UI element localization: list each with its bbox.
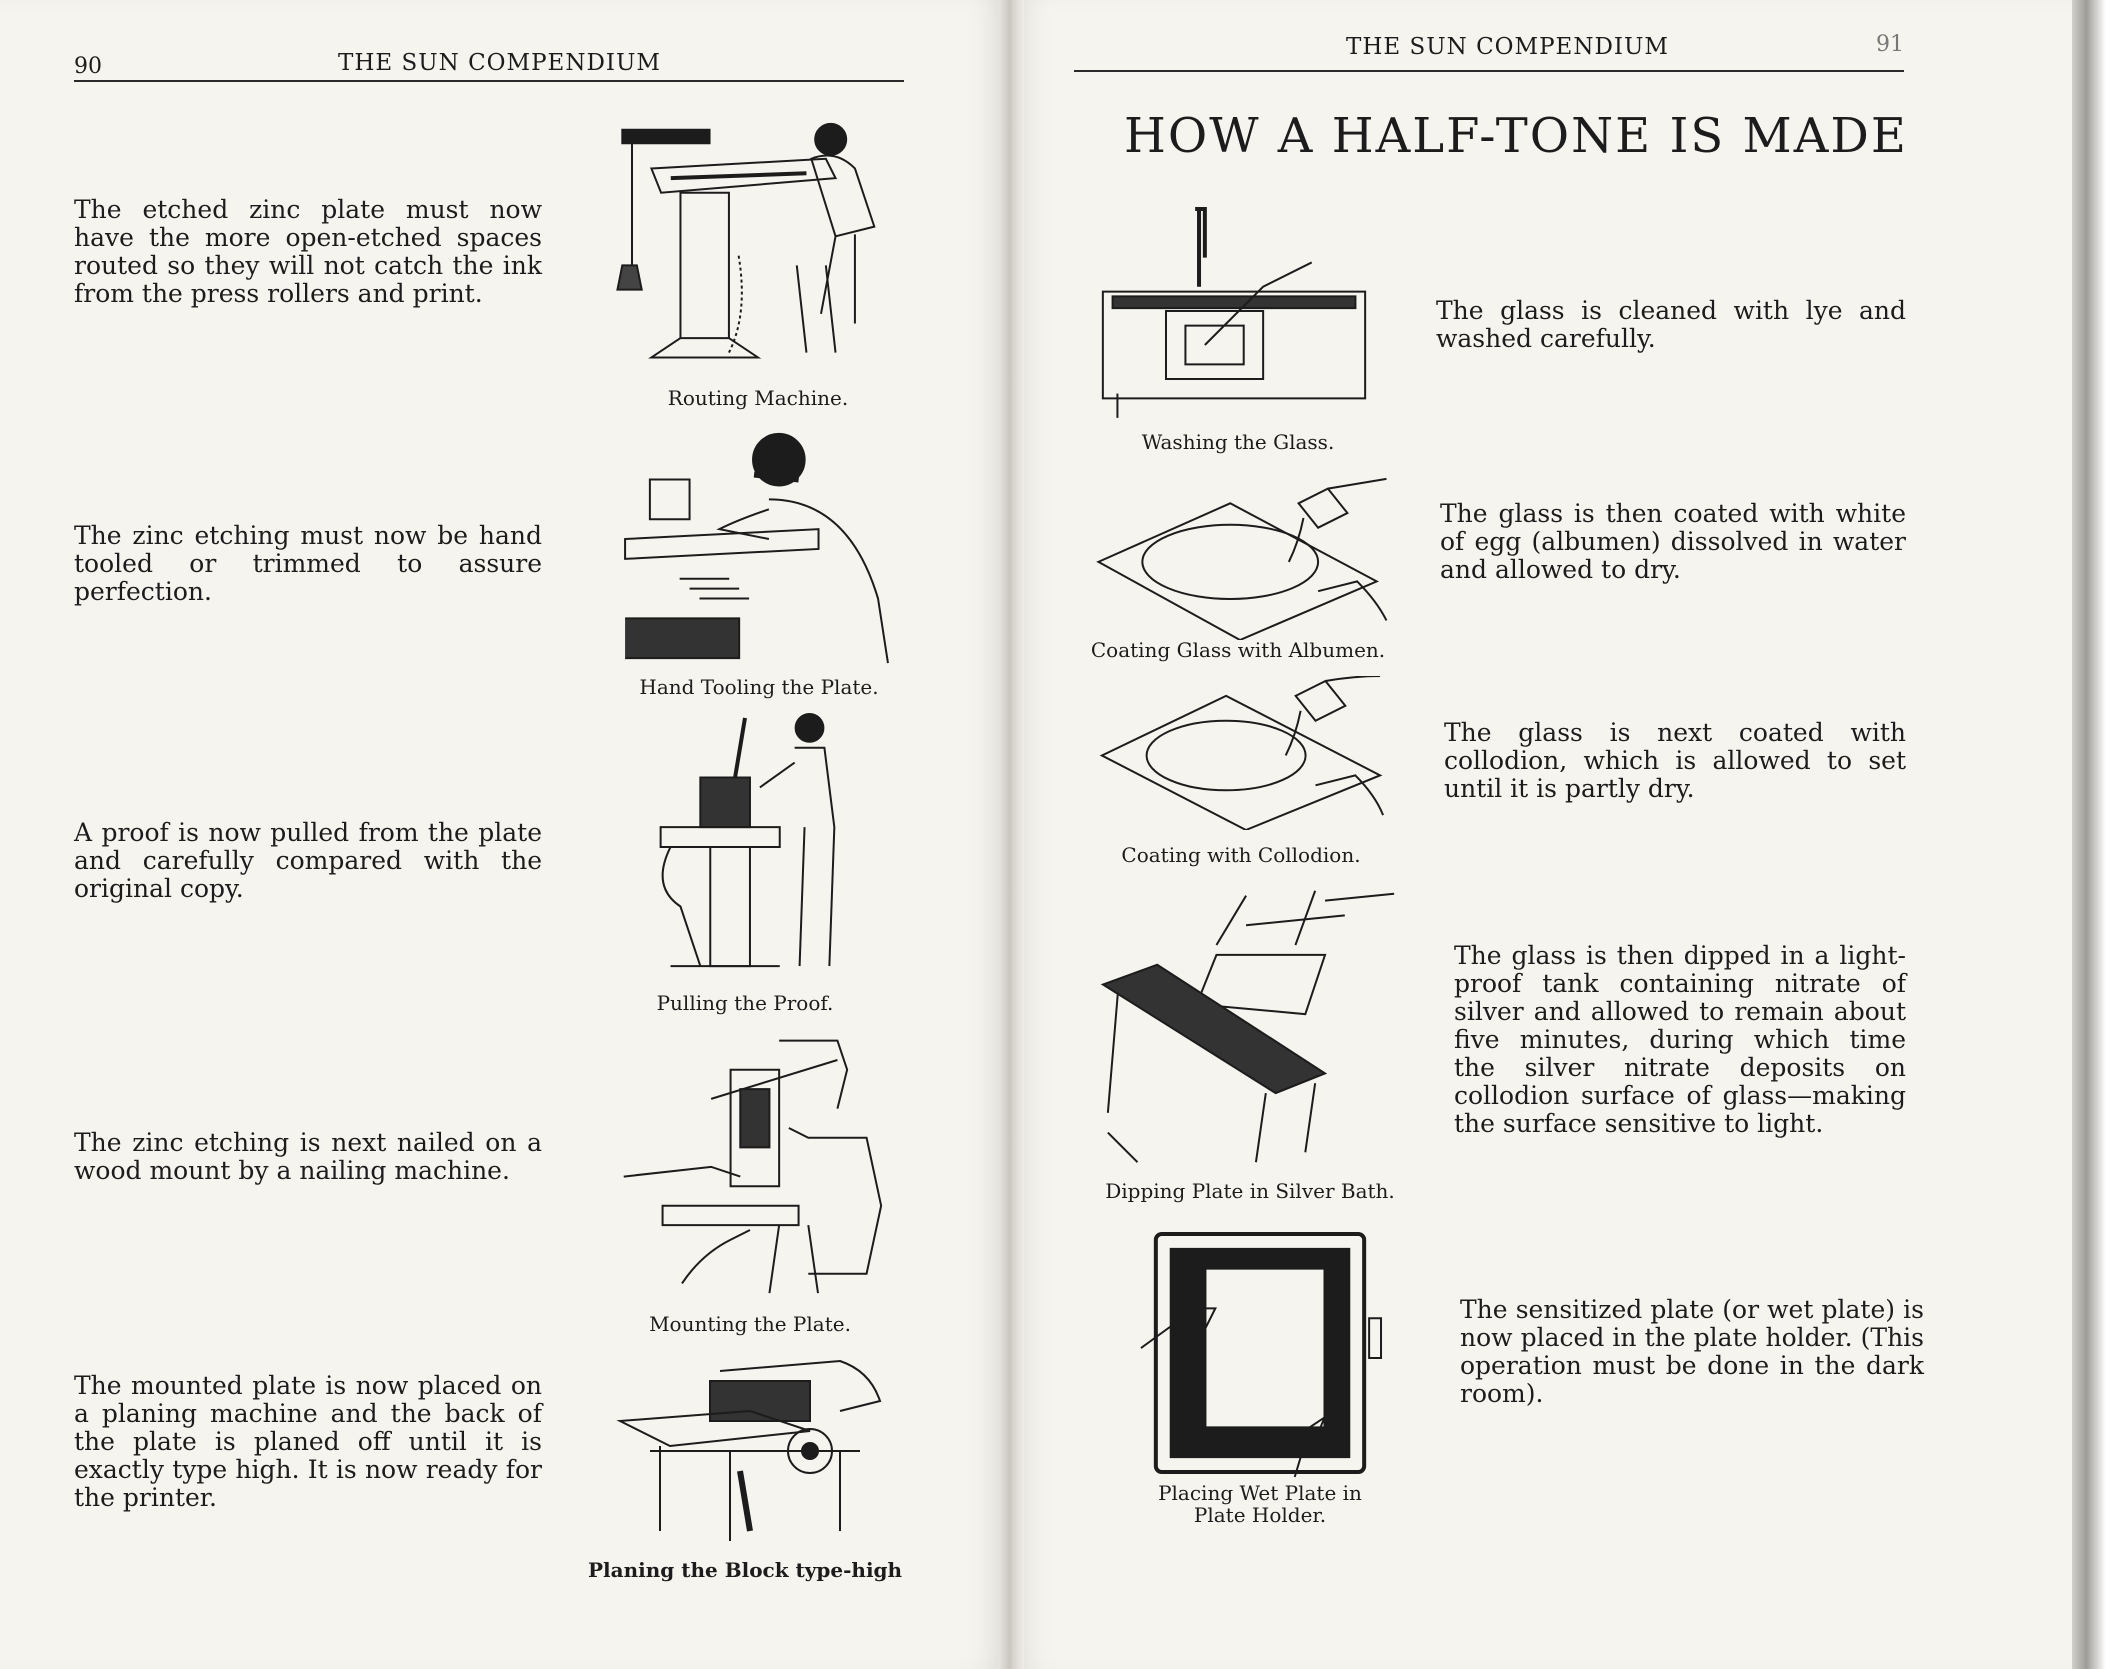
silver-bath-illustration [1098,884,1404,1164]
right-page-number: 91 [1876,32,1904,57]
albumen-paragraph: The glass is then coated with white of egg (albumen) dissolved in water and allowed to dry. [1440,499,1906,584]
hand-tooling-caption: Hand Tooling the Plate. [639,675,879,699]
collodion-caption: Coating with Collodion. [1121,843,1361,867]
routing-caption: Routing Machine. [667,386,849,410]
proof-paragraph: A proof is now pulled from the plate and carefully compared with the original copy. [74,818,542,903]
routing-machine-illustration [612,120,904,372]
washing-paragraph: The glass is cleaned with lye and washed carefully. [1436,296,1906,353]
proof-caption: Pulling the Proof. [656,991,834,1015]
nailing-machine-illustration [614,1030,886,1294]
washing-caption: Washing the Glass. [1141,430,1335,454]
mounting-paragraph: The zinc etching is next nailed on a wood mount by a nailing machine. [74,1128,542,1185]
book-gutter [998,0,1024,1669]
left-page-number: 90 [74,54,102,79]
page-edge [2072,0,2120,1669]
hand-tooling-paragraph: The zinc etching must now be hand tooled or trimmed to assure perfection. [74,521,542,606]
albumen-coating-illustration [1090,474,1390,640]
left-header-rule [74,80,904,82]
plate-holder-illustration [1136,1228,1384,1478]
hand-tooling-illustration [620,420,898,668]
silver-bath-caption: Dipping Plate in Silver Bath. [1105,1179,1395,1203]
page-title: HOW A HALF-TONE IS MADE [1124,108,1908,164]
washing-glass-illustration [1098,196,1370,426]
planing-machine-illustration [610,1350,890,1542]
routing-paragraph: The etched zinc plate must now have the more open-etched spaces routed so they will not catch the ink from the press rollers and print. [74,195,542,308]
silver-bath-paragraph: The glass is then dipped in a light-proof tank containing nitrate of silver and allowed to remain about five minutes, during which time the silver nitrate deposits on collodion surface of glass—making the surface sensitive to light. [1454,941,1906,1138]
plate-holder-caption-line-1: Placing Wet Plate in [1158,1481,1362,1505]
planing-caption: Planing the Block type-high [588,1558,903,1582]
plate-holder-paragraph: The sensitized plate (or wet plate) is now placed in the plate holder. (This operation must be done in the dark room). [1460,1295,1924,1408]
plate-holder-caption-line-2: Plate Holder. [1193,1503,1327,1527]
albumen-caption: Coating Glass with Albumen. [1090,638,1386,662]
planing-paragraph: The mounted plate is now placed on a planing machine and the back of the plate is planed off until it is exactly type high. It is now ready for the printer. [74,1371,542,1512]
mounting-caption: Mounting the Plate. [649,1312,851,1336]
collodion-coating-illustration [1096,676,1386,830]
right-running-header: THE SUN COMPENDIUM [1346,34,1669,60]
collodion-paragraph: The glass is next coated with collodion, which is allowed to set until it is partly dry. [1444,718,1906,803]
proof-press-illustration [640,708,850,976]
right-header-rule [1074,70,1904,72]
left-running-header: THE SUN COMPENDIUM [338,50,661,76]
